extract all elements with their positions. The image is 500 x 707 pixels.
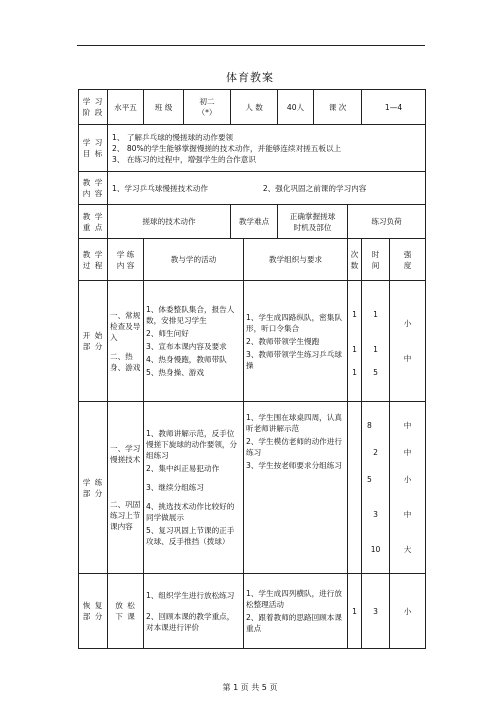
- info-row: [79, 90, 426, 125]
- times-value: 1: [348, 574, 362, 649]
- organization-item: 1、学生围在球桌四周，认真听老师讲解示范: [246, 413, 342, 433]
- activity-item: 1、组织学生进行放松练习: [146, 590, 235, 600]
- keypoints-row: [79, 205, 426, 239]
- section-practice-row: [79, 402, 426, 574]
- difficulty-label: 教学难点: [231, 205, 278, 239]
- section-content: [108, 402, 144, 574]
- difficulty-value: 正确掌握搓球 时机及部位: [278, 205, 348, 239]
- content-cell: [108, 172, 426, 205]
- duration-value: 3: [362, 574, 390, 649]
- section-organization: [244, 281, 348, 402]
- process-header-row: [79, 239, 426, 281]
- activity-item: 4、热身慢跑，教师带队: [146, 355, 227, 364]
- stage-label: 学 习 阶 段: [79, 90, 108, 125]
- activity-item: 4、挑选技术动作比较好的同学做展示: [146, 502, 235, 522]
- section-activities: [144, 574, 244, 649]
- duration-value: 10: [370, 545, 381, 554]
- goals-row: [79, 125, 426, 172]
- keypoints-label: 教 学 重 点: [79, 205, 108, 239]
- duration-value: 1: [373, 309, 378, 319]
- goals-label: 学 习 目 标: [79, 125, 108, 172]
- process-duration-header: 时 间: [362, 239, 390, 281]
- section-start-row: [79, 281, 426, 402]
- duration-value: 5: [367, 475, 372, 484]
- stage-value: 水平五: [108, 90, 144, 125]
- times-value: 1: [352, 309, 357, 319]
- organization-item: 3、教师带领学生练习乒乓球操: [246, 349, 342, 370]
- section-name: 学 练 部 分: [79, 402, 108, 574]
- activity-item: 3、宣布本课内容及要求: [146, 342, 227, 351]
- section-recovery-row: [79, 574, 426, 649]
- activity-item: 3、继续分组练习: [146, 483, 204, 492]
- header-rule: [77, 45, 425, 46]
- section-activities: [144, 402, 244, 574]
- section-name: 开 始 部 分: [79, 281, 108, 402]
- activity-item: 1、体委整队集合，报告人数，安排见习学生: [146, 305, 235, 325]
- lesson-label: 课 次: [314, 90, 362, 125]
- goal-item: 2、 80%的学生能够掌握慢搓的技术动作，并能够连续对搓五板以上: [112, 143, 342, 153]
- section-organization: [244, 574, 348, 649]
- section-times: [348, 281, 362, 402]
- organization-item: 1、学生成四路纵队，密集队形，听口令集合: [246, 312, 342, 333]
- intensity-value: 大: [403, 545, 412, 554]
- organization-item: 3、学生按老师要求分组练习: [246, 461, 342, 470]
- goal-item: 1、 了解乒乓球的慢搓球的动作要领: [112, 132, 234, 142]
- content-item: 二、热身、游戏: [110, 351, 141, 372]
- intensity-value: 中: [403, 421, 412, 430]
- section-durations: [362, 402, 390, 574]
- process-activity-header: 教与学的活动: [144, 239, 244, 281]
- content-item-2: 2、强化巩固之前课的学习内容: [262, 183, 367, 193]
- keypoint-value: 搓球的技术动作: [108, 205, 231, 239]
- intensity-value: 中: [403, 354, 412, 363]
- intensity-value: 小: [390, 574, 426, 649]
- content-item-1: 1、学习乒乓球慢搓技术动作: [112, 183, 208, 193]
- lesson-plan-table: [78, 89, 426, 649]
- duration-value: 8: [367, 421, 372, 430]
- class-value: 初二 （*）: [184, 90, 231, 125]
- organization-item: 2、教师带领学生慢跑: [246, 336, 320, 346]
- process-organization-header: 教学组织与要求: [244, 239, 348, 281]
- count-label: 人 数: [231, 90, 278, 125]
- section-intensity: [390, 281, 426, 402]
- activity-item: 2、师生问好: [146, 329, 189, 338]
- times-value: 1: [352, 367, 357, 377]
- goal-item: 3、 在练习的过程中，增强学生的合作意识: [112, 154, 256, 164]
- section-organization: [244, 402, 348, 574]
- duration-value: 2: [373, 448, 378, 457]
- intensity-value: 小: [403, 475, 412, 484]
- activity-item: 5、复习巩固上节课的正手攻球、反手推挡（拨球）: [146, 526, 235, 546]
- activity-item: 1、教师讲解示范，反手位慢搓下旋球的动作要领，分组练习: [146, 429, 238, 460]
- activity-item: 2、集中纠正易犯动作: [146, 464, 220, 473]
- page-title: 体育教案: [226, 71, 274, 84]
- load-label: 练习负荷: [348, 205, 426, 239]
- lesson-value: 1—4: [362, 90, 426, 125]
- duration-value: 1: [373, 344, 378, 354]
- intensity-value: 中: [403, 510, 412, 519]
- content-label: 教 学 内 容: [79, 172, 108, 205]
- goals-list: [108, 125, 426, 172]
- class-label: 班 级: [144, 90, 184, 125]
- organization-item: 2、跟着教师的思路回顾本课重点: [246, 613, 342, 633]
- process-content-header: 学 练 内 容: [108, 239, 144, 281]
- content-row: [79, 172, 426, 205]
- section-name: 恢 复 部 分: [79, 574, 108, 649]
- section-times: [348, 402, 362, 574]
- duration-value: 5: [373, 367, 378, 377]
- activity-item: 2、回顾本课的教学重点，对本课进行评价: [146, 611, 235, 632]
- content-item: 一、学习慢搓技术: [110, 444, 141, 464]
- times-value: 1: [352, 344, 357, 354]
- activity-item: 5、热身操、游戏: [146, 368, 204, 377]
- content-item: 一、常规检查及导入: [110, 310, 141, 342]
- section-activities: [144, 281, 244, 402]
- section-intensity: [390, 402, 426, 574]
- page-footer: 第 1 页 共 5 页: [222, 683, 278, 692]
- intensity-value: 中: [403, 448, 412, 457]
- organization-item: 1、学生成四列横队，进行放松整理活动: [246, 589, 342, 609]
- section-content: [108, 281, 144, 402]
- content-item: 二、巩固练习上节课内容: [110, 500, 141, 531]
- process-label: 教 学 过 程: [79, 239, 108, 281]
- process-times-header: 次 数: [348, 239, 362, 281]
- count-value: 40人: [278, 90, 314, 125]
- intensity-value: 小: [403, 319, 412, 328]
- duration-value: 3: [373, 510, 378, 519]
- section-durations: [362, 281, 390, 402]
- organization-item: 2、学生模仿老师的动作进行练习: [246, 437, 342, 457]
- content-item: 放 松 下 课: [108, 574, 144, 649]
- process-intensity-header: 强 度: [390, 239, 426, 281]
